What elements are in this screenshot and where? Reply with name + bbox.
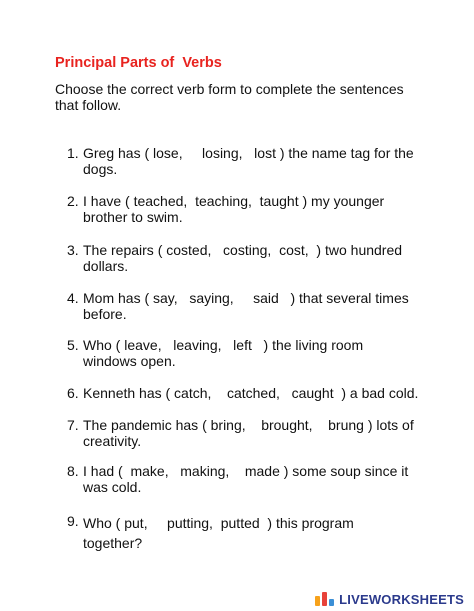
question-text: Who ( put, putting, putted ) this program together? (83, 515, 354, 551)
question-number: 1. (67, 145, 79, 161)
question-text: The repairs ( costed, costing, cost, ) two hundred dollars. (83, 242, 403, 274)
liveworksheets-logo (315, 591, 464, 607)
question-text: I have ( teached, teaching, taught ) my younger brother to swim. (83, 193, 385, 225)
logo-bar (322, 592, 327, 606)
question-number: 5. (67, 337, 79, 353)
question-number: 2. (67, 193, 79, 209)
question-text: Kenneth has ( catch, catched, caught ) a bad cold. (83, 385, 419, 401)
question-text: Mom has ( say, saying, said ) that several times before. (83, 290, 409, 322)
question-number: 6. (67, 385, 79, 401)
logo-bar (315, 596, 320, 606)
question-text: Greg has ( lose, losing, lost ) the name tag for the dogs. (83, 145, 414, 177)
question-text: I had ( make, making, made ) some soup since it was cold. (83, 463, 409, 495)
question-number: 4. (67, 290, 79, 306)
question-number: 3. (67, 242, 79, 258)
worksheet-title: Principal Parts of Verbs (55, 55, 222, 71)
question-number: 7. (67, 417, 79, 433)
logo-icon (315, 592, 335, 606)
logo-text: LIVEWORKSHEETS (339, 591, 464, 607)
question-text: Who ( leave, leaving, left ) the living room windows open. (83, 337, 364, 369)
logo-bar (329, 599, 334, 606)
question-number: 8. (67, 463, 79, 479)
question-text: The pandemic has ( bring, brought, brung ) lots of creativity. (83, 417, 414, 449)
instructions-text: Choose the correct verb form to complete the sentences that follow. (55, 81, 404, 113)
question-number: 9. (67, 513, 79, 529)
